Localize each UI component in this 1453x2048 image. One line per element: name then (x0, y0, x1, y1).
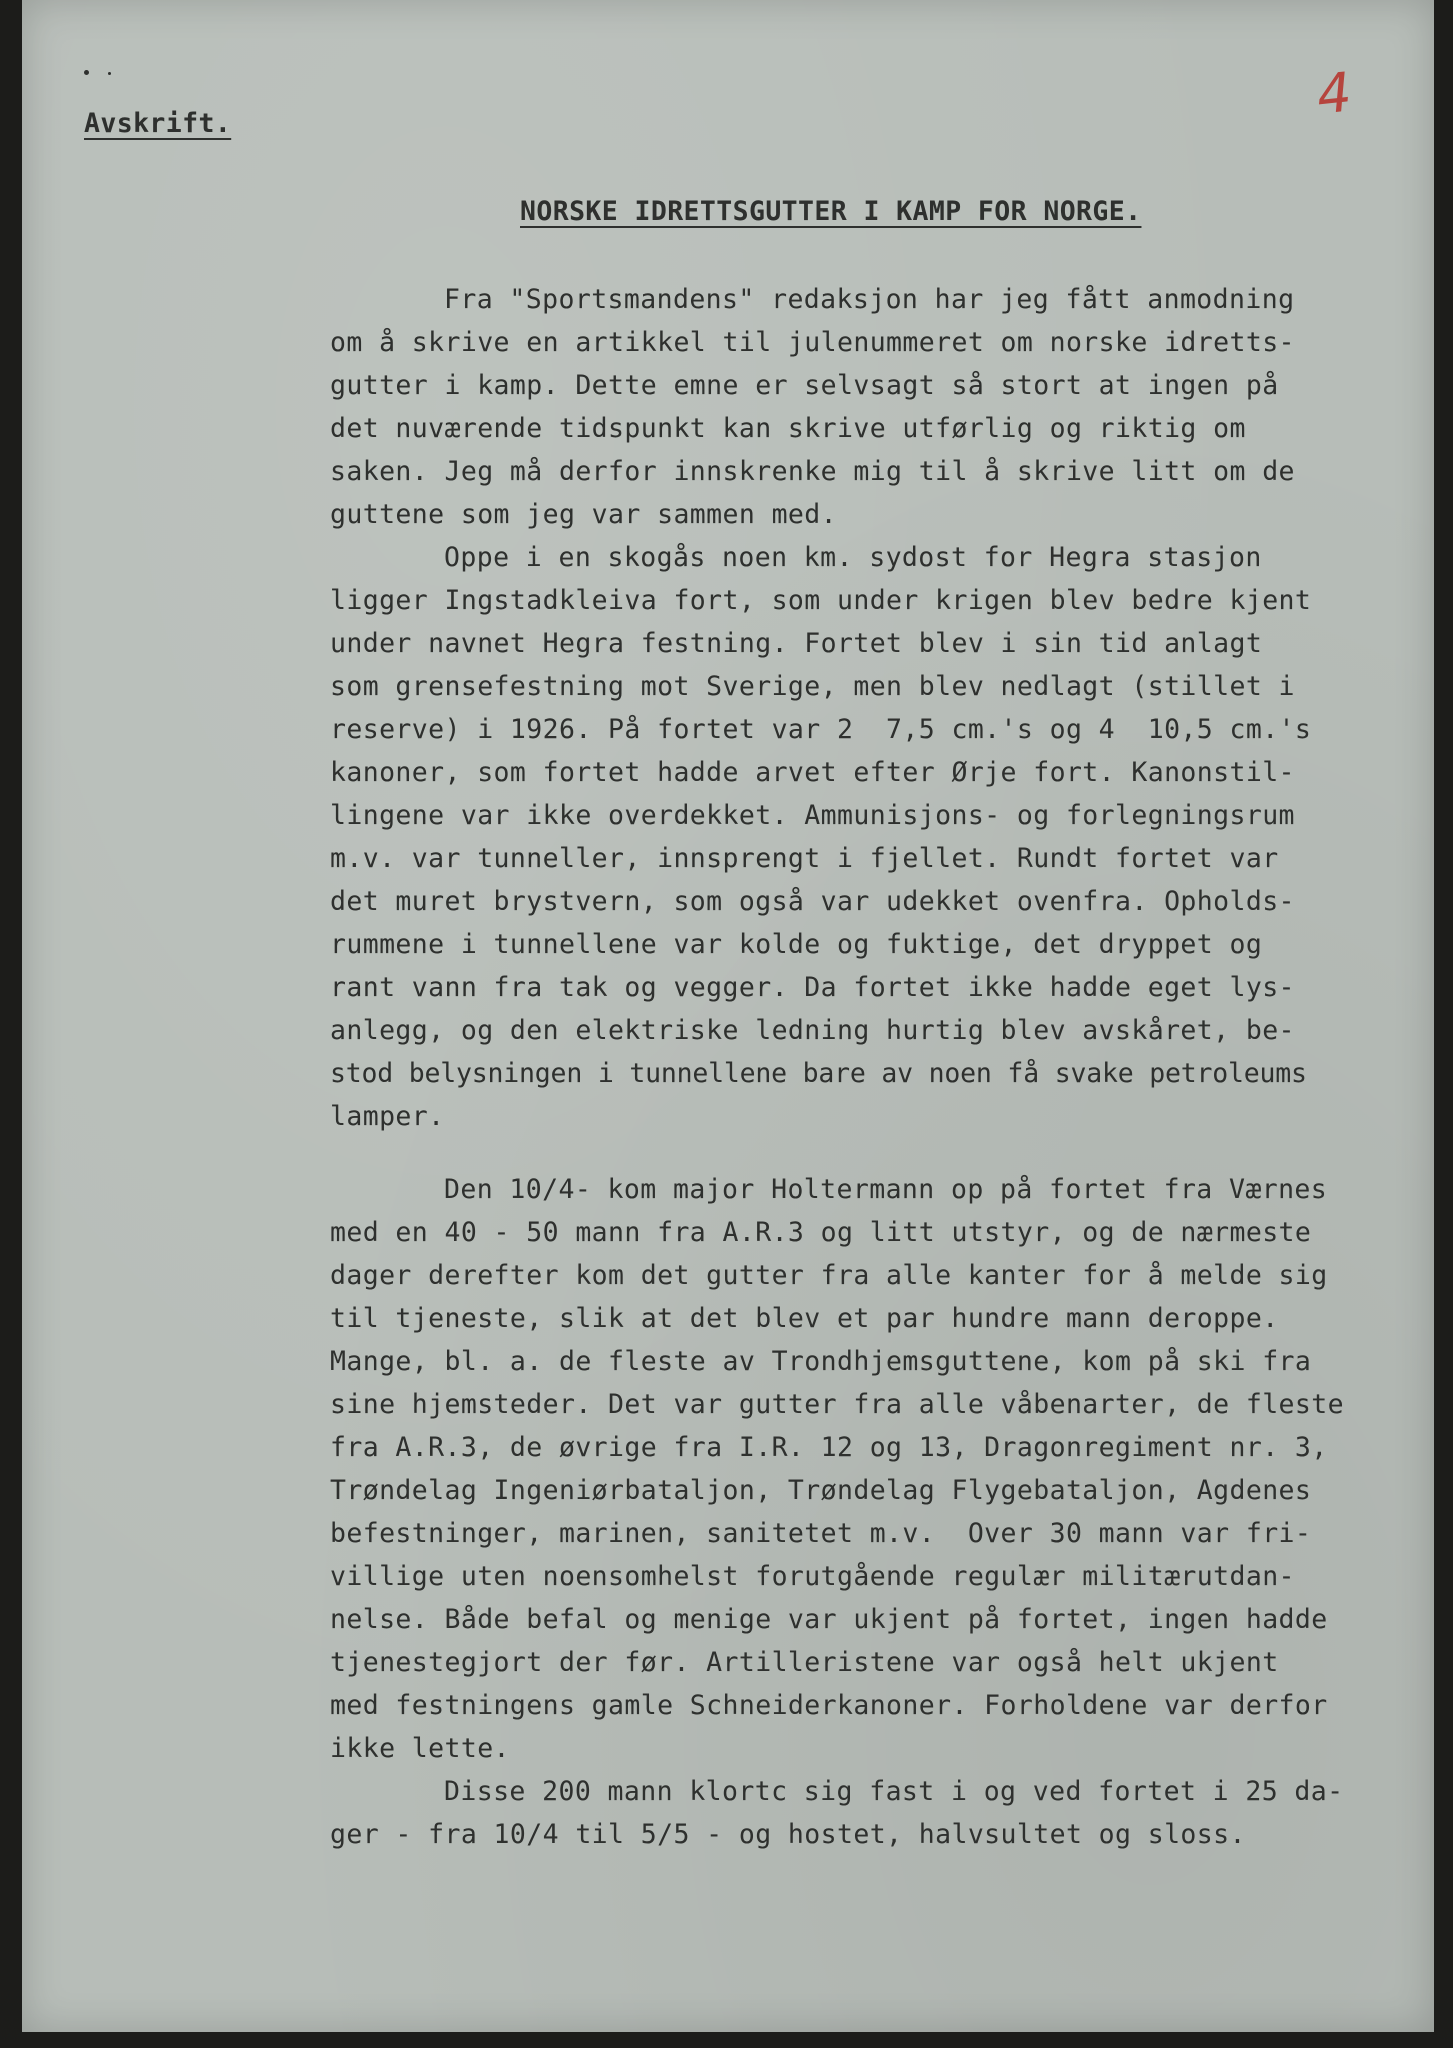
text-line: om å skrive en artikkel til julenummeret om norske idretts- (330, 327, 1295, 358)
ink-dot (84, 70, 89, 75)
text-line: det muret brystvern, som også var udekket ovenfra. Opholds- (330, 886, 1295, 917)
text-line: stod belysningen i tunnellene bare av noen få svake petroleums (330, 1058, 1307, 1089)
text-line: reserve) i 1926. På fortet var 2 7,5 cm.'s og 4 10,5 cm.'s (330, 714, 1312, 745)
text-line: Trøndelag Ingeniørbataljon, Trøndelag Flygebataljon, Agdenes (330, 1475, 1312, 1506)
text-line: dager derefter kom det gutter fra alle kanter for å melde sig (330, 1260, 1328, 1291)
text-line: fra A.R.3, de øvrige fra I.R. 12 og 13, Dragonregiment nr. 3, (330, 1432, 1328, 1463)
text-line: ger - fra 10/4 til 5/5 - og hostet, halvsultet og sloss. (330, 1819, 1246, 1850)
text-line: kanoner, som fortet hadde arvet efter Ørje fort. Kanonstil- (330, 757, 1295, 788)
text-line: ikke lette. (330, 1733, 510, 1764)
document-label: Avskrift. (84, 108, 232, 139)
text-line: til tjeneste, slik at det blev et par hundre mann deroppe. (330, 1303, 1279, 1334)
text-line: gutter i kamp. Dette emne er selvsagt så stort at ingen på (330, 370, 1279, 401)
handwritten-page-number: 4 (1314, 60, 1356, 127)
text-line: guttene som jeg var sammen med. (330, 499, 837, 530)
text-line: lingene var ikke overdekket. Ammunisjons- og forlegningsrum (330, 800, 1295, 831)
text-line: ligger Ingstadkleiva fort, som under krigen blev bedre kjent (330, 585, 1312, 616)
text-line: nelse. Både befal og menige var ukjent på fortet, ingen hadde (330, 1604, 1328, 1635)
text-line: tjenestegjort der før. Artilleristene var også helt ukjent (330, 1647, 1279, 1678)
text-line: Den 10/4- kom major Holtermann op på fortet fra Værnes (444, 1174, 1328, 1205)
text-line: som grensefestning mot Sverige, men blev nedlagt (stillet i (330, 671, 1295, 702)
text-line: under navnet Hegra festning. Fortet blev i sin tid anlagt (330, 628, 1263, 659)
text-line: Oppe i en skogås noen km. sydost for Hegra stasjon (444, 542, 1262, 573)
text-line: villige uten noensomhelst forutgående regulær militærutdan- (330, 1561, 1295, 1592)
text-line: det nuværende tidspunkt kan skrive utførlig og riktig om (330, 413, 1246, 444)
text-line: lamper. (330, 1101, 445, 1132)
text-line: anlegg, og den elektriske ledning hurtig blev avskåret, be- (330, 1015, 1295, 1046)
text-line: Fra "Sportsmandens" redaksjon har jeg fått anmodning (444, 284, 1295, 315)
text-line: befestninger, marinen, sanitetet m.v. Over 30 mann var fri- (330, 1518, 1312, 1549)
document-page (22, 0, 1434, 2032)
text-line: sine hjemsteder. Det var gutter fra alle våbenarter, de fleste (330, 1389, 1344, 1420)
ink-dot (108, 72, 111, 75)
text-line: m.v. var tunneller, innsprengt i fjellet. Rundt fortet var (330, 843, 1279, 874)
document-title: NORSKE IDRETTSGUTTER I KAMP FOR NORGE. (520, 196, 1142, 227)
text-line: rant vann fra tak og vegger. Da fortet ikke hadde eget lys- (330, 972, 1295, 1003)
text-line: med en 40 - 50 mann fra A.R.3 og litt utstyr, og de nærmeste (330, 1217, 1312, 1248)
text-line: Mange, bl. a. de fleste av Trondhjemsguttene, kom på ski fra (330, 1346, 1312, 1377)
text-line: saken. Jeg må derfor innskrenke mig til å skrive litt om de (330, 456, 1295, 487)
text-line: Disse 200 mann klortc sig fast i og ved fortet i 25 da- (444, 1776, 1344, 1807)
text-line: med festningens gamle Schneiderkanoner. Forholdene var derfor (330, 1690, 1328, 1721)
text-line: rummene i tunnellene var kolde og fuktige, det dryppet og (330, 929, 1263, 960)
